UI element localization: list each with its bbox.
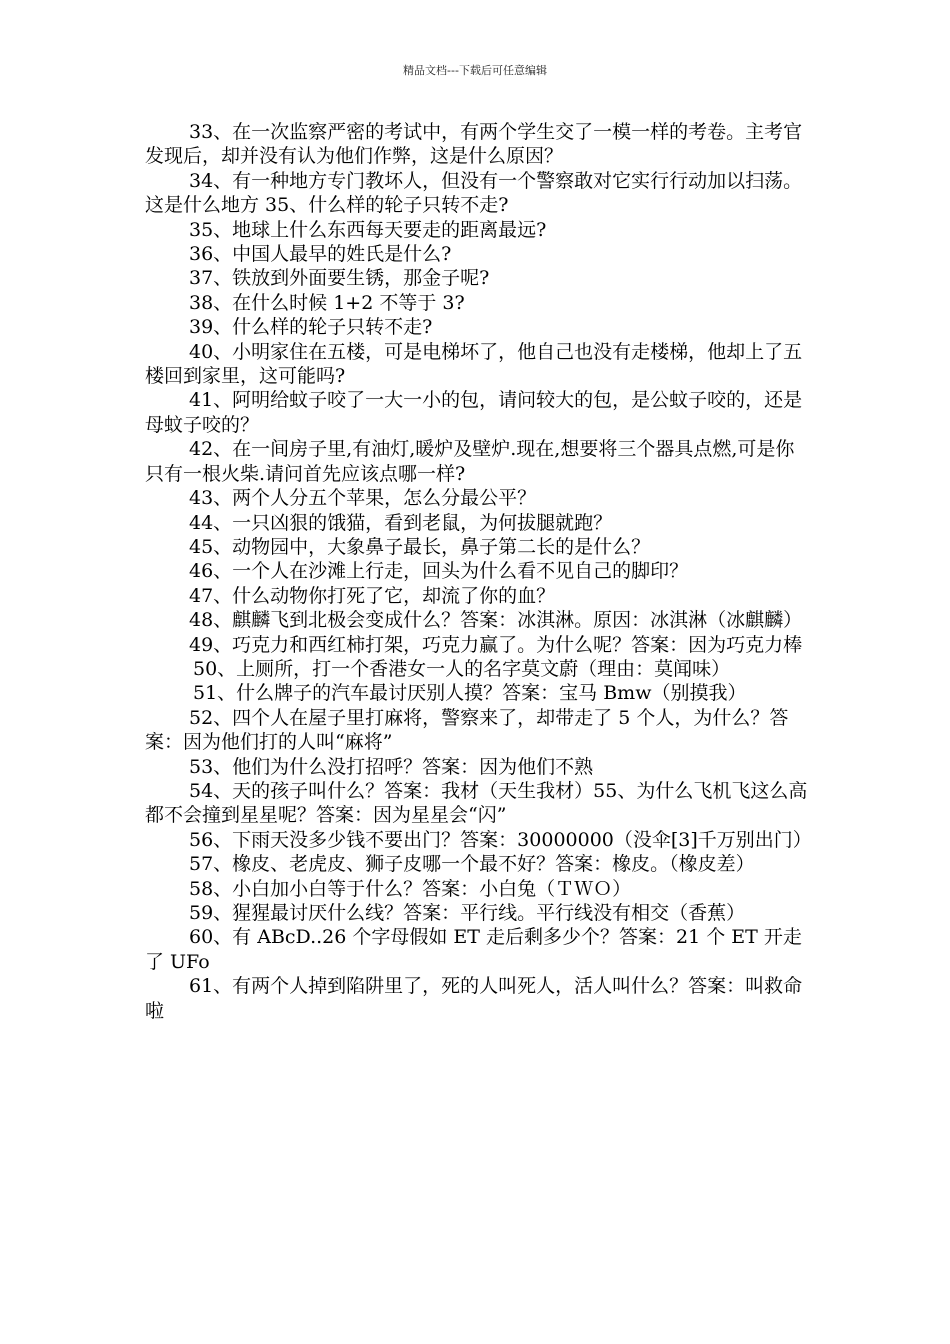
question-49: 49、巧克力和西红柿打架，巧克力赢了。为什么呢？答案：因为巧克力棒 — [189, 633, 803, 656]
question-47: 47、什么动物你打死了它，却流了你的血？ — [189, 584, 556, 607]
page-header: 精品文档---下载后可任意编辑 — [403, 64, 547, 77]
question-48: 48、麒麟飞到北极会变成什么？答案：冰淇淋。原因：冰淇淋（冰麒麟） — [189, 609, 803, 632]
question-44: 44、一只凶狠的饿猫，看到老鼠，为何拔腿就跑？ — [189, 511, 613, 534]
question-34: 34、有一种地方专门教坏人，但没有一个警察敢对它实行行动加以扫荡。这是什么地方 35、什么样的轮子只转不走? — [145, 169, 803, 217]
question-36: 36、中国人最早的姓氏是什么? — [189, 243, 452, 266]
question-37: 37、铁放到外面要生锈，那金子呢? — [189, 267, 490, 290]
question-50: 50、上厕所，打一个香港女一人的名字莫文蔚（理由：莫闻味） — [193, 657, 731, 680]
question-43: 43、两个人分五个苹果，怎么分最公平？ — [189, 487, 537, 510]
question-60: 60、有 ABcD..26 个字母假如 ET 走后剩多少个？答案：21 个 ET 开走了 UFo — [145, 926, 802, 973]
question-57: 57、橡皮、老虎皮、狮子皮哪一个最不好？答案：橡皮。（橡皮差） — [189, 853, 755, 876]
question-52: 52、四个人在屋子里打麻将，警察来了，却带走了 5 个人，为什么？答案：因为他们打的人叫“麻将” — [145, 706, 789, 754]
question-41: 41、阿明给蚊子咬了一大一小的包，请问较大的包，是公蚊子咬的，还是母蚊子咬的？ — [145, 389, 803, 436]
question-33: 33、在一次监察严密的考试中，有两个学生交了一模一样的考卷。主考官发现后，却并没有认为他们作弊，这是什么原因？ — [145, 121, 803, 168]
question-53: 53、他们为什么没打招呼？答案：因为他们不熟 — [189, 755, 594, 778]
document-body — [145, 120, 810, 1023]
question-45: 45、动物园中，大象鼻子最长，鼻子第二长的是什么？ — [189, 535, 651, 558]
question-58: 58、小白加小白等于什么？答案：小白兔（ＴＷＯ） — [189, 877, 632, 900]
question-40: 40、小明家住在五楼，可是电梯坏了，他自己也没有走楼梯，他却上了五楼回到家里，这可能吗? — [145, 340, 803, 388]
question-39: 39、什么样的轮子只转不走? — [189, 316, 433, 339]
question-38: 38、在什么时候 1+2 不等于 3? — [189, 291, 465, 314]
question-51: 51、什么牌子的汽车最讨厌别人摸？答案：宝马 Bmw（别摸我） — [193, 682, 747, 705]
question-56: 56、下雨天没多少钱不要出门？答案：30000000（没伞[3]千万别出门） — [189, 828, 812, 851]
question-61: 61、有两个人掉到陷阱里了，死的人叫死人，活人叫什么？答案：叫救命啦 — [145, 975, 803, 1022]
question-46: 46、一个人在沙滩上行走，回头为什么看不见自己的脚印？ — [189, 560, 689, 583]
question-42: 42、在一间房子里,有油灯,暖炉及壁炉.现在,想要将三个器具点燃,可是你只有一根火柴.请问首先应该点哪一样? — [145, 438, 795, 485]
question-59: 59、猩猩最讨厌什么线？答案：平行线。平行线没有相交（香蕉） — [189, 902, 746, 924]
question-35: 35、地球上什么东西每天要走的距离最远? — [189, 218, 547, 241]
question-54: 54、天的孩子叫什么？答案：我材（天生我材）55、为什么飞机飞这么高都不会撞到星星呢？答案：因为星星会“闪” — [145, 779, 808, 827]
